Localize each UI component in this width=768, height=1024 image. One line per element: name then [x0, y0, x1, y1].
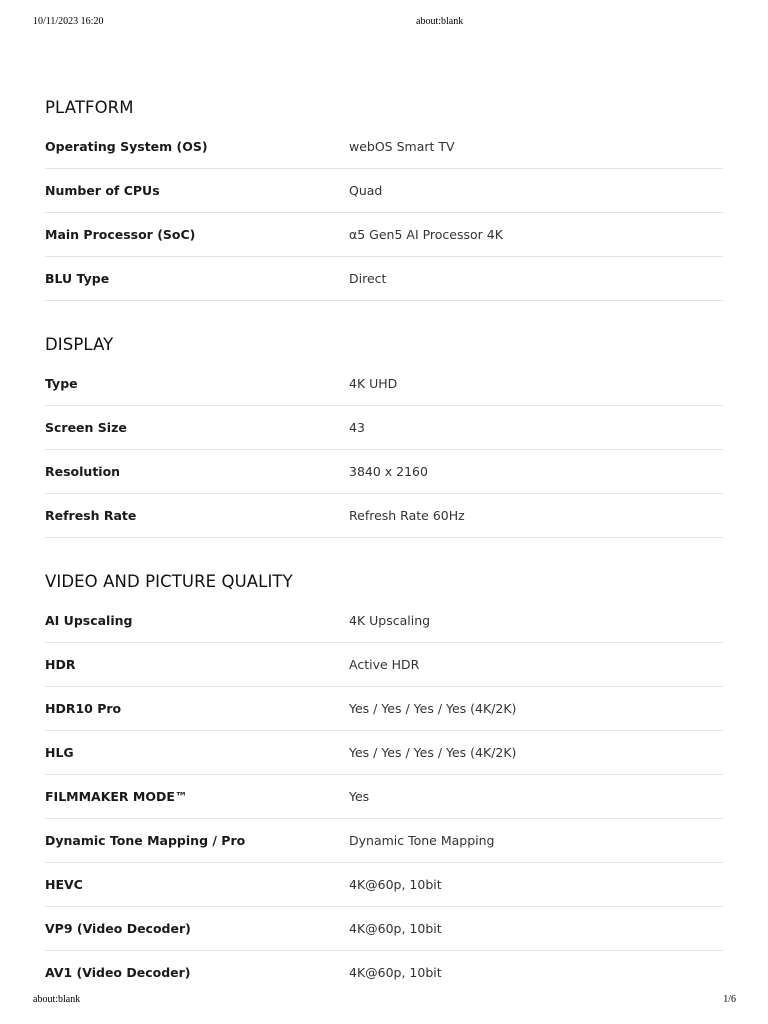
spec-label: Type	[45, 375, 78, 391]
spec-row	[45, 819, 723, 863]
spec-value: 4K@60p, 10bit	[349, 920, 442, 936]
spec-label: HEVC	[45, 876, 83, 892]
spec-label: AI Upscaling	[45, 612, 133, 628]
spec-section-platform	[45, 90, 723, 301]
spec-row	[45, 213, 723, 257]
spec-row	[45, 362, 723, 406]
spec-value: webOS Smart TV	[349, 138, 455, 154]
spec-label: Dynamic Tone Mapping / Pro	[45, 832, 246, 848]
spec-label: Screen Size	[45, 419, 127, 435]
spec-label: Number of CPUs	[45, 182, 160, 198]
spec-label: Resolution	[45, 463, 121, 479]
spec-value: 43	[349, 419, 365, 435]
spec-row	[45, 406, 723, 450]
spec-value: 3840 x 2160	[349, 463, 428, 479]
spec-label: Operating System (OS)	[45, 138, 208, 154]
print-page-number: 1/6	[723, 994, 736, 1005]
spec-value: Quad	[349, 182, 383, 198]
section-gap	[45, 538, 723, 564]
spec-section-video-picture-quality	[45, 564, 723, 994]
spec-row	[45, 169, 723, 213]
spec-row	[45, 125, 723, 169]
spec-section-display	[45, 327, 723, 538]
spec-value: Dynamic Tone Mapping	[349, 832, 495, 848]
spec-row	[45, 450, 723, 494]
spec-label: HLG	[45, 744, 74, 760]
spec-label: BLU Type	[45, 270, 110, 286]
spec-value: 4K UHD	[349, 375, 398, 391]
spec-row	[45, 494, 723, 538]
spec-value: Active HDR	[349, 656, 420, 672]
spec-label: Main Processor (SoC)	[45, 226, 196, 242]
spec-row	[45, 599, 723, 643]
print-page-title: about:blank	[416, 16, 464, 27]
print-header	[0, 16, 768, 36]
section-title: VIDEO AND PICTURE QUALITY	[45, 572, 293, 591]
spec-label: HDR10 Pro	[45, 700, 122, 716]
spec-value: 4K@60p, 10bit	[349, 964, 442, 980]
spec-value: Direct	[349, 270, 387, 286]
spec-value: 4K@60p, 10bit	[349, 876, 442, 892]
spec-row	[45, 951, 723, 994]
spec-sheet	[45, 90, 723, 994]
spec-label: HDR	[45, 656, 76, 672]
spec-label: Refresh Rate	[45, 507, 137, 523]
spec-value: 4K Upscaling	[349, 612, 431, 628]
spec-row	[45, 257, 723, 301]
spec-value: Yes / Yes / Yes / Yes (4K/2K)	[349, 700, 517, 716]
spec-row	[45, 907, 723, 951]
print-datetime: 10/11/2023 16:20	[33, 16, 104, 27]
section-title: DISPLAY	[45, 335, 114, 354]
spec-label: AV1 (Video Decoder)	[45, 964, 191, 980]
spec-row	[45, 775, 723, 819]
print-footer	[0, 994, 768, 1014]
spec-row	[45, 687, 723, 731]
spec-value: α5 Gen5 AI Processor 4K	[349, 226, 503, 242]
spec-label: FILMMAKER MODE™	[45, 788, 188, 804]
spec-value: Yes / Yes / Yes / Yes (4K/2K)	[349, 744, 517, 760]
spec-value: Yes	[349, 788, 370, 804]
spec-label: VP9 (Video Decoder)	[45, 920, 191, 936]
section-gap	[45, 301, 723, 327]
spec-row	[45, 643, 723, 687]
print-url: about:blank	[33, 994, 81, 1005]
section-title: PLATFORM	[45, 98, 134, 117]
spec-row	[45, 863, 723, 907]
spec-row	[45, 731, 723, 775]
spec-value: Refresh Rate 60Hz	[349, 507, 465, 523]
